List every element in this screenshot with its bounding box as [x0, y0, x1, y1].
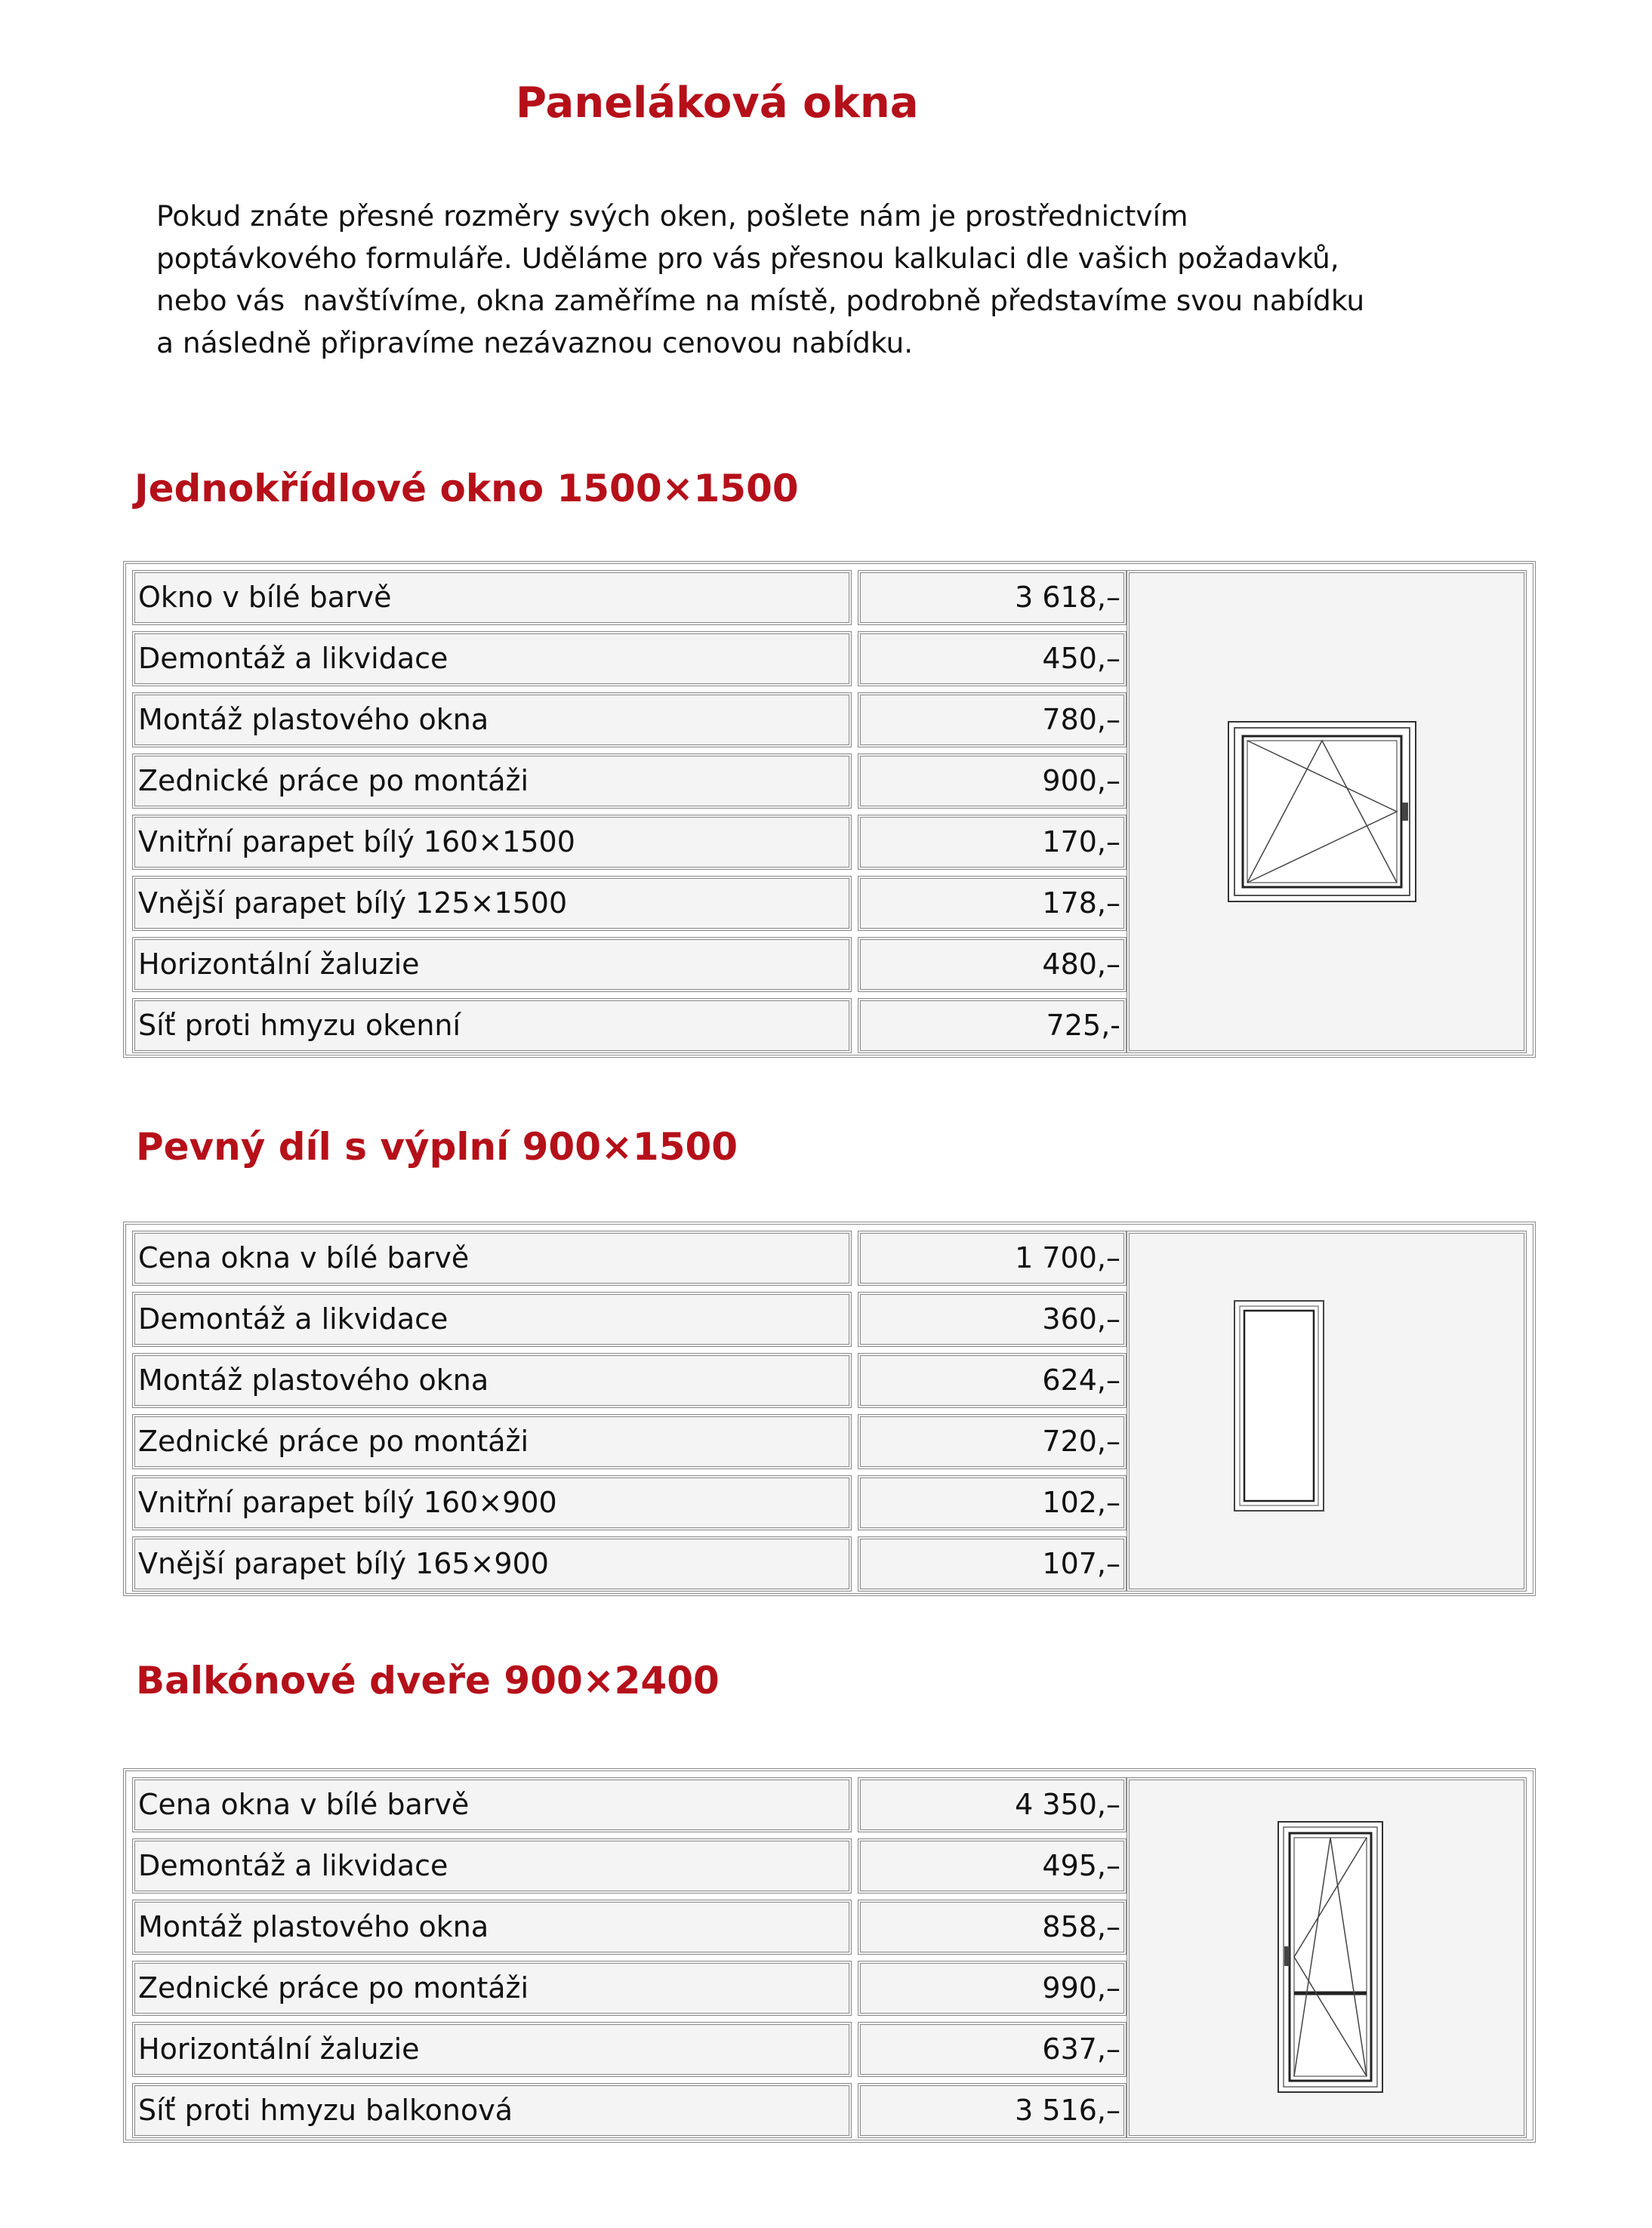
intro-line: nebo vás navštívíme, okna zaměříme na místě, podrobně představíme svou nabídku: [156, 284, 1365, 317]
item-price: 495,–: [858, 1838, 1127, 1894]
intro-line: a následně připravíme nezávaznou cenovou nabídku.: [156, 326, 914, 359]
item-price: 4 350,–: [858, 1777, 1127, 1832]
item-label: Zednické práce po montáži: [132, 753, 852, 809]
item-price: 725,-: [858, 998, 1127, 1053]
window-image-cell: [1127, 1231, 1527, 1592]
item-label: Horizontální žaluzie: [132, 937, 852, 992]
fixed-panel-window-icon: [1234, 1300, 1324, 1512]
window-image-cell: [1127, 1777, 1527, 2138]
item-price: 900,–: [858, 753, 1127, 809]
item-label: Vnější parapet bílý 125×1500: [132, 876, 852, 931]
page-title: Paneláková okna: [516, 79, 919, 128]
balcony-door-icon: [1278, 1821, 1383, 2093]
item-price: 360,–: [858, 1292, 1127, 1347]
item-price: 3 516,–: [858, 2083, 1127, 2138]
section-title-balcony-door: Balkónové dveře 900×2400: [136, 1659, 720, 1703]
item-label: Cena okna v bílé barvě: [132, 1231, 852, 1286]
intro-line: Pokud znáte přesné rozměry svých oken, pošlete nám je prostřednictvím: [156, 199, 1188, 233]
item-label: Vnitřní parapet bílý 160×900: [132, 1475, 852, 1530]
item-label: Cena okna v bílé barvě: [132, 1777, 852, 1832]
item-price: 107,–: [858, 1536, 1127, 1592]
section-title-single-window: Jednokřídlové okno 1500×1500: [134, 467, 799, 510]
item-price: 990,–: [858, 1961, 1127, 2016]
item-label: Zednické práce po montáži: [132, 1414, 852, 1469]
item-price: 1 700,–: [858, 1231, 1127, 1286]
item-label: Síť proti hmyzu balkonová: [132, 2083, 852, 2138]
item-label: Zednické práce po montáži: [132, 1961, 852, 2016]
price-table-fixed-panel: [123, 1222, 1536, 1596]
intro-line: poptávkového formuláře. Uděláme pro vás přesnou kalkulaci dle vašich požadavků,: [156, 242, 1339, 275]
item-label: Demontáž a likvidace: [132, 1292, 852, 1347]
item-label: Síť proti hmyzu okenní: [132, 998, 852, 1053]
item-label: Montáž plastového okna: [132, 1900, 852, 1955]
intro-text: [156, 195, 1591, 364]
price-table-single-window: [123, 561, 1536, 1058]
item-price: 780,–: [858, 692, 1127, 747]
item-price: 178,–: [858, 876, 1127, 931]
item-label: Demontáž a likvidace: [132, 631, 852, 686]
item-price: 858,–: [858, 1900, 1127, 1955]
item-price: 637,–: [858, 2022, 1127, 2077]
item-price: 720,–: [858, 1414, 1127, 1469]
section-title-fixed-panel: Pevný díl s výplní 900×1500: [136, 1125, 738, 1169]
item-label: Okno v bílé barvě: [132, 570, 852, 625]
item-label: Vnitřní parapet bílý 160×1500: [132, 815, 852, 870]
window-image-cell: [1127, 570, 1527, 1053]
item-price: 102,–: [858, 1475, 1127, 1530]
item-label: Montáž plastového okna: [132, 1353, 852, 1408]
item-price: 480,–: [858, 937, 1127, 992]
item-label: Vnější parapet bílý 165×900: [132, 1536, 852, 1592]
item-price: 3 618,–: [858, 570, 1127, 625]
item-price: 170,–: [858, 815, 1127, 870]
item-price: 624,–: [858, 1353, 1127, 1408]
single-casement-window-icon: [1228, 721, 1416, 902]
item-label: Montáž plastového okna: [132, 692, 852, 747]
item-price: 450,–: [858, 631, 1127, 686]
item-label: Horizontální žaluzie: [132, 2022, 852, 2077]
price-table-balcony-door: [123, 1768, 1536, 2143]
item-label: Demontáž a likvidace: [132, 1838, 852, 1894]
